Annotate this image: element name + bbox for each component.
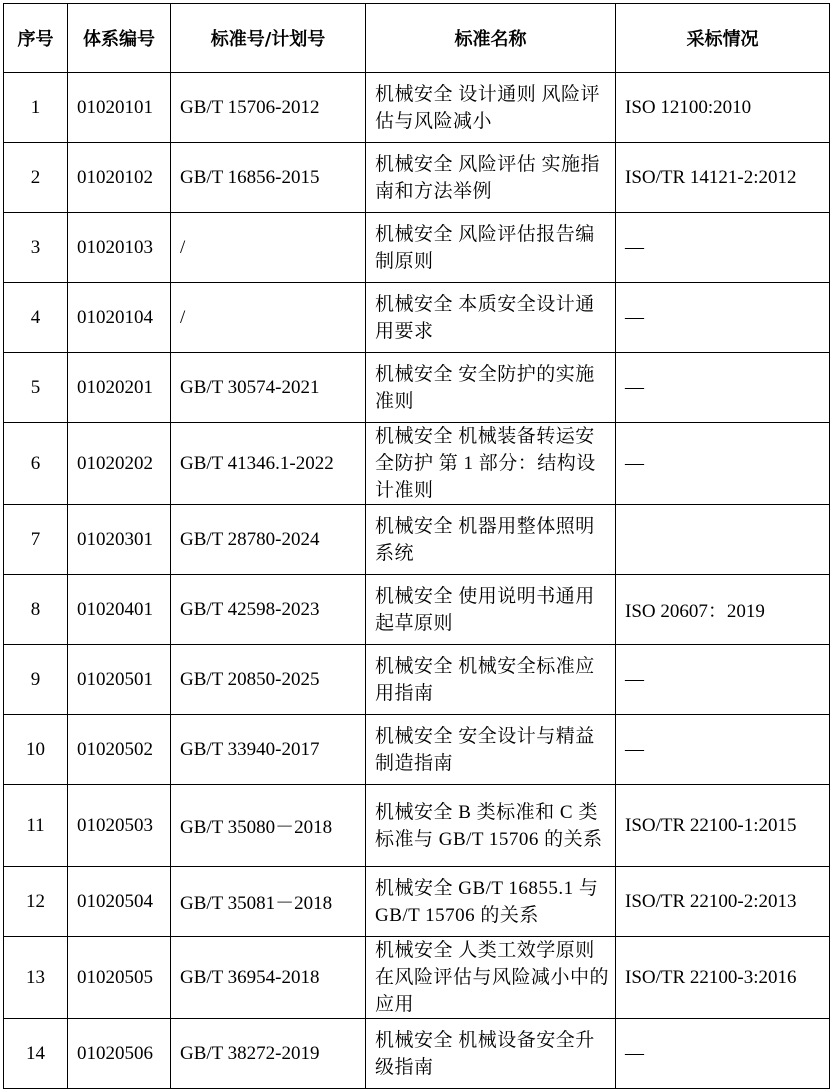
cell-code: 01020503 bbox=[68, 785, 171, 867]
cell-std: GB/T 15706-2012 bbox=[171, 73, 366, 143]
header-code: 体系编号 bbox=[68, 4, 171, 73]
cell-adopt: — bbox=[616, 645, 830, 715]
cell-adopt: ISO 20607：2019 bbox=[616, 575, 830, 645]
cell-seq: 1 bbox=[4, 73, 68, 143]
cell-std: GB/T 41346.1-2022 bbox=[171, 423, 366, 505]
cell-std: GB/T 28780-2024 bbox=[171, 505, 366, 575]
cell-seq: 5 bbox=[4, 353, 68, 423]
table-row bbox=[4, 575, 830, 645]
cell-name: 机械安全 安全设计与精益制造指南 bbox=[366, 715, 616, 785]
cell-std: / bbox=[171, 283, 366, 353]
cell-seq: 11 bbox=[4, 785, 68, 867]
cell-adopt: — bbox=[616, 1019, 830, 1089]
cell-code: 01020202 bbox=[68, 423, 171, 505]
header-seq: 序号 bbox=[4, 4, 68, 73]
cell-adopt: ISO 12100:2010 bbox=[616, 73, 830, 143]
cell-seq: 2 bbox=[4, 143, 68, 213]
cell-code: 01020201 bbox=[68, 353, 171, 423]
cell-std: GB/T 20850-2025 bbox=[171, 645, 366, 715]
table-row bbox=[4, 937, 830, 1019]
cell-adopt: ISO/TR 22100-2:2013 bbox=[616, 867, 830, 937]
cell-seq: 10 bbox=[4, 715, 68, 785]
cell-adopt: — bbox=[616, 353, 830, 423]
cell-name: 机械安全 B 类标准和 C 类标准与 GB/T 15706 的关系 bbox=[366, 785, 616, 867]
table-row bbox=[4, 143, 830, 213]
table-row bbox=[4, 423, 830, 505]
cell-name: 机械安全 机器用整体照明系统 bbox=[366, 505, 616, 575]
cell-name: 机械安全 本质安全设计通用要求 bbox=[366, 283, 616, 353]
header-adopt: 采标情况 bbox=[616, 4, 830, 73]
cell-std: GB/T 42598-2023 bbox=[171, 575, 366, 645]
table-row bbox=[4, 213, 830, 283]
cell-adopt: — bbox=[616, 283, 830, 353]
cell-code: 01020505 bbox=[68, 937, 171, 1019]
cell-std: / bbox=[171, 213, 366, 283]
header-row bbox=[4, 4, 830, 73]
cell-code: 01020104 bbox=[68, 283, 171, 353]
cell-seq: 7 bbox=[4, 505, 68, 575]
cell-code: 01020401 bbox=[68, 575, 171, 645]
cell-name: 机械安全 人类工效学原则在风险评估与风险减小中的应用 bbox=[366, 937, 616, 1019]
cell-adopt: ISO/TR 22100-1:2015 bbox=[616, 785, 830, 867]
cell-code: 01020506 bbox=[68, 1019, 171, 1089]
cell-name: 机械安全 风险评估报告编制原则 bbox=[366, 213, 616, 283]
cell-code: 01020301 bbox=[68, 505, 171, 575]
cell-adopt bbox=[616, 505, 830, 575]
cell-name: 机械安全 设计通则 风险评估与风险减小 bbox=[366, 73, 616, 143]
cell-seq: 6 bbox=[4, 423, 68, 505]
cell-adopt: — bbox=[616, 423, 830, 505]
cell-code: 01020501 bbox=[68, 645, 171, 715]
table-row bbox=[4, 867, 830, 937]
cell-name: 机械安全 使用说明书通用起草原则 bbox=[366, 575, 616, 645]
cell-std: GB/T 33940-2017 bbox=[171, 715, 366, 785]
standards-table-wrapper bbox=[3, 3, 830, 1089]
table-row bbox=[4, 353, 830, 423]
cell-std: GB/T 30574-2021 bbox=[171, 353, 366, 423]
cell-seq: 13 bbox=[4, 937, 68, 1019]
table-row bbox=[4, 283, 830, 353]
cell-seq: 12 bbox=[4, 867, 68, 937]
cell-seq: 3 bbox=[4, 213, 68, 283]
cell-code: 01020102 bbox=[68, 143, 171, 213]
cell-std: GB/T 36954-2018 bbox=[171, 937, 366, 1019]
header-name: 标准名称 bbox=[366, 4, 616, 73]
table-row bbox=[4, 1019, 830, 1089]
table-row bbox=[4, 505, 830, 575]
table-row bbox=[4, 73, 830, 143]
table-row bbox=[4, 715, 830, 785]
cell-name: 机械安全 风险评估 实施指南和方法举例 bbox=[366, 143, 616, 213]
cell-std: GB/T 35080－2018 bbox=[171, 785, 366, 867]
cell-code: 01020101 bbox=[68, 73, 171, 143]
standards-table bbox=[3, 3, 830, 1089]
cell-std: GB/T 35081－2018 bbox=[171, 867, 366, 937]
table-row bbox=[4, 645, 830, 715]
cell-code: 01020103 bbox=[68, 213, 171, 283]
cell-name: 机械安全 机械设备安全升级指南 bbox=[366, 1019, 616, 1089]
cell-std: GB/T 38272-2019 bbox=[171, 1019, 366, 1089]
cell-seq: 9 bbox=[4, 645, 68, 715]
cell-adopt: — bbox=[616, 213, 830, 283]
cell-seq: 4 bbox=[4, 283, 68, 353]
cell-name: 机械安全 机械安全标准应用指南 bbox=[366, 645, 616, 715]
cell-name: 机械安全 GB/T 16855.1 与 GB/T 15706 的关系 bbox=[366, 867, 616, 937]
cell-code: 01020504 bbox=[68, 867, 171, 937]
cell-name: 机械安全 安全防护的实施准则 bbox=[366, 353, 616, 423]
cell-seq: 14 bbox=[4, 1019, 68, 1089]
cell-adopt: — bbox=[616, 715, 830, 785]
cell-code: 01020502 bbox=[68, 715, 171, 785]
cell-adopt: ISO/TR 14121-2:2012 bbox=[616, 143, 830, 213]
cell-std: GB/T 16856-2015 bbox=[171, 143, 366, 213]
header-std: 标准号/计划号 bbox=[171, 4, 366, 73]
cell-seq: 8 bbox=[4, 575, 68, 645]
cell-name: 机械安全 机械装备转运安全防护 第 1 部分：结构设计准则 bbox=[366, 423, 616, 505]
cell-adopt: ISO/TR 22100-3:2016 bbox=[616, 937, 830, 1019]
table-row bbox=[4, 785, 830, 867]
